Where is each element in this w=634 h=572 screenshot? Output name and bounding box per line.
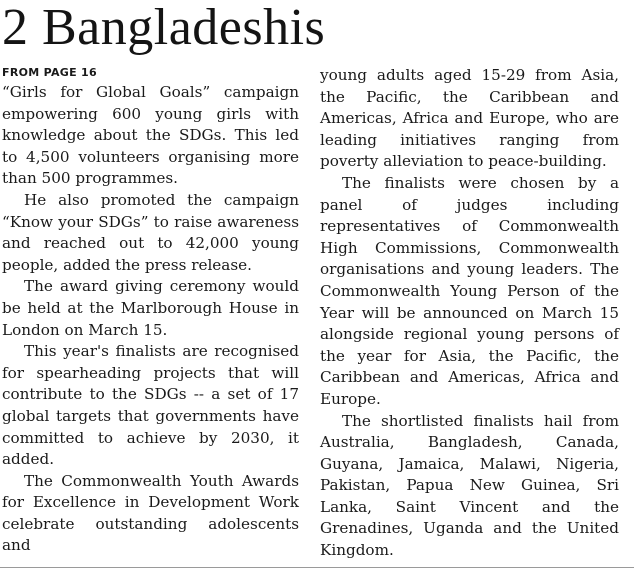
paragraph: “Girls for Global Goals” campaign empowering 600 young girls with knowledge about the SDGs. This led to 4,500 volunteers organising more than 500 programmes. [2, 83, 299, 188]
paragraph: He also promoted the campaign “Know your SDGs” to raise awareness and reached out to 42,000 young people, added the press release. [2, 190, 299, 274]
bottom-rule-divider [0, 567, 634, 568]
paragraph-continued: young adults aged 15-29 from Asia, the Pacific, the Caribbean and Americas, Africa and Europe, who are leading initiatives ranging from poverty alleviation to peace-building. [320, 66, 619, 171]
article-column-left [2, 66, 299, 557]
paragraph: The Commonwealth Youth Awards for Excellence in Development Work celebrate outstanding adolescents and [2, 471, 299, 555]
paragraph: The shortlisted finalists hail from Australia, Bangladesh, Canada, Guyana, Jamaica, Malawi, Nigeria, Pakistan, Papua New Guinea, Sri Lanka, Saint Vincent and the Grenadines, Uganda and the United Kingdom. [320, 411, 619, 560]
paragraph: The award giving ceremony would be held at the Marlborough House in London on March 15. [2, 277, 299, 339]
article-headline: 2 Bangladeshis [2, 0, 326, 56]
paragraph: This year's finalists are recognised for spearheading projects that will contribute to the SDGs -- a set of 17 global targets that governments have committed to achieve by 2030, it added. [2, 342, 299, 469]
paragraph: The finalists were chosen by a panel of judges including representatives of Commonwealth High Commissions, Commonwealth organisations and young leaders. The Commonwealth Young Person of the Year will be announced on March 15 alongside regional young persons of the year for Asia, the Pacific, the Caribbean and Americas, Africa and Europe. [320, 173, 619, 408]
article-column-right [320, 65, 619, 562]
jump-label: FROM PAGE 16 [2, 66, 97, 79]
